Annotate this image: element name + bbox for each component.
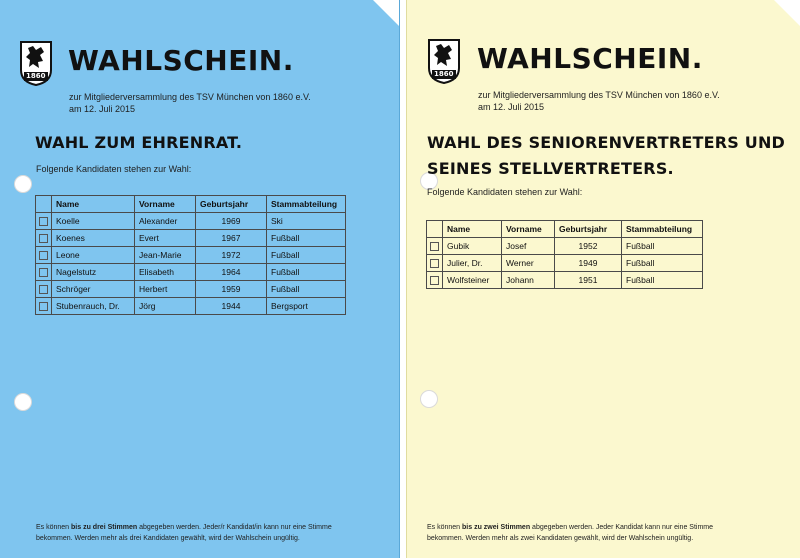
cell-vorname: Johann <box>502 272 555 289</box>
table-row <box>36 230 346 247</box>
instructions-text: Es können <box>36 524 72 531</box>
cell-geburtsjahr: 1969 <box>196 213 267 230</box>
vote-checkbox-cell[interactable] <box>427 272 443 289</box>
vote-checkbox[interactable] <box>39 268 48 277</box>
header-stammabteilung: Stammabteilung <box>622 221 703 238</box>
candidates-table <box>35 195 346 315</box>
cell-stammabteilung: Bergsport <box>267 298 346 315</box>
cell-geburtsjahr: 1949 <box>555 255 622 272</box>
cell-vorname: Josef <box>502 238 555 255</box>
instructions-line-2: bekommen. Werden mehr als drei Kandidaten gewählt, wird der Wahlschein ungültig. <box>36 535 300 542</box>
cell-name: Wolfsteiner <box>443 272 502 289</box>
election-title: WAHL ZUM EHRENRAT. <box>35 133 243 152</box>
vote-checkbox-cell[interactable] <box>36 247 52 264</box>
table-header-row <box>36 196 346 213</box>
instructions-text: Es können <box>427 524 463 531</box>
cell-geburtsjahr: 1972 <box>196 247 267 264</box>
vote-checkbox[interactable] <box>430 242 439 251</box>
table-row <box>427 272 703 289</box>
brand-title: WAHLSCHEIN. <box>68 44 294 77</box>
cell-geburtsjahr: 1944 <box>196 298 267 315</box>
subtitle <box>478 89 720 113</box>
vote-checkbox-cell[interactable] <box>427 255 443 272</box>
cell-stammabteilung: Fußball <box>267 281 346 298</box>
cell-name: Leone <box>52 247 135 264</box>
cell-vorname: Elisabeth <box>135 264 196 281</box>
cell-name: Julier, Dr. <box>443 255 502 272</box>
cell-vorname: Evert <box>135 230 196 247</box>
vote-checkbox-cell[interactable] <box>36 264 52 281</box>
subtitle-line-2: am 12. Juli 2015 <box>69 104 136 114</box>
table-header-row <box>427 221 703 238</box>
cell-vorname: Werner <box>502 255 555 272</box>
instructions-line-2: bekommen. Werden mehr als zwei Kandidaten gewählt, wird der Wahlschein ungültig. <box>427 535 694 542</box>
punch-hole <box>14 393 32 411</box>
header-name: Name <box>443 221 502 238</box>
header-stammabteilung: Stammabteilung <box>267 196 346 213</box>
subtitle-line-2: am 12. Juli 2015 <box>478 102 545 112</box>
vote-checkbox-cell[interactable] <box>36 281 52 298</box>
tsv-1860-logo <box>19 40 53 86</box>
cell-geburtsjahr: 1951 <box>555 272 622 289</box>
cell-vorname: Jörg <box>135 298 196 315</box>
brand-title: WAHLSCHEIN. <box>477 42 703 75</box>
cell-stammabteilung: Ski <box>267 213 346 230</box>
election-title-line-1: WAHL DES SENIORENVERTRETERS UND <box>427 133 786 152</box>
punch-hole <box>420 390 438 408</box>
table-row <box>36 213 346 230</box>
table-row <box>427 255 703 272</box>
vote-checkbox[interactable] <box>39 234 48 243</box>
vote-checkbox-cell[interactable] <box>36 298 52 315</box>
cell-name: Gubik <box>443 238 502 255</box>
vote-checkbox-cell[interactable] <box>36 213 52 230</box>
header-geburtsjahr: Geburtsjahr <box>196 196 267 213</box>
subtitle <box>69 91 311 115</box>
vote-checkbox-cell[interactable] <box>427 238 443 255</box>
voting-instructions <box>36 522 332 544</box>
instructions-text: abgegeben werden. Jeder Kandidat kann nur eine Stimme <box>530 524 714 531</box>
vote-checkbox[interactable] <box>39 302 48 311</box>
cell-stammabteilung: Fußball <box>267 247 346 264</box>
voting-instructions <box>427 522 713 544</box>
cell-stammabteilung: Fußball <box>622 272 703 289</box>
candidates-intro: Folgende Kandidaten stehen zur Wahl: <box>36 164 192 174</box>
punch-hole <box>14 175 32 193</box>
header-checkbox-col <box>36 196 52 213</box>
header-vorname: Vorname <box>502 221 555 238</box>
candidates-intro: Folgende Kandidaten stehen zur Wahl: <box>427 187 583 197</box>
logo-year: 1860 <box>434 70 454 78</box>
cell-vorname: Herbert <box>135 281 196 298</box>
tsv-1860-logo <box>427 38 461 84</box>
cell-name: Koelle <box>52 213 135 230</box>
cell-name: Koenes <box>52 230 135 247</box>
cut-corner <box>373 0 399 26</box>
vote-checkbox[interactable] <box>39 251 48 260</box>
table-row <box>36 298 346 315</box>
election-title <box>427 130 785 182</box>
ballot-sheet-seniorenvertreter <box>406 0 800 558</box>
instructions-emphasis: bis zu drei Stimmen <box>71 524 138 531</box>
vote-checkbox[interactable] <box>39 217 48 226</box>
table-row <box>36 264 346 281</box>
cell-geburtsjahr: 1964 <box>196 264 267 281</box>
header-geburtsjahr: Geburtsjahr <box>555 221 622 238</box>
cut-corner <box>774 0 800 26</box>
cell-stammabteilung: Fußball <box>267 230 346 247</box>
cell-stammabteilung: Fußball <box>622 238 703 255</box>
cell-name: Stubenrauch, Dr. <box>52 298 135 315</box>
table-row <box>36 247 346 264</box>
header-name: Name <box>52 196 135 213</box>
candidates-table <box>426 220 703 289</box>
vote-checkbox[interactable] <box>430 259 439 268</box>
table-row <box>427 238 703 255</box>
cell-stammabteilung: Fußball <box>622 255 703 272</box>
cell-name: Nagelstutz <box>52 264 135 281</box>
instructions-emphasis: bis zu zwei Stimmen <box>462 524 531 531</box>
vote-checkbox[interactable] <box>430 276 439 285</box>
cell-name: Schröger <box>52 281 135 298</box>
cell-geburtsjahr: 1967 <box>196 230 267 247</box>
cell-vorname: Jean-Marie <box>135 247 196 264</box>
instructions-line-1 <box>36 522 332 533</box>
cell-geburtsjahr: 1952 <box>555 238 622 255</box>
cell-vorname: Alexander <box>135 213 196 230</box>
table-row <box>36 281 346 298</box>
instructions-line-1 <box>427 522 713 533</box>
instructions-text: abgegeben werden. Jeder/r Kandidat/in kann nur eine Stimme <box>137 524 332 531</box>
ballot-sheet-ehrenrat <box>0 0 400 558</box>
cell-geburtsjahr: 1959 <box>196 281 267 298</box>
logo-year: 1860 <box>26 72 46 80</box>
subtitle-line-1: zur Mitgliederversammlung des TSV München von 1860 e.V. <box>69 92 311 102</box>
vote-checkbox-cell[interactable] <box>36 230 52 247</box>
subtitle-line-1: zur Mitgliederversammlung des TSV München von 1860 e.V. <box>478 90 720 100</box>
cell-stammabteilung: Fußball <box>267 264 346 281</box>
header-checkbox-col <box>427 221 443 238</box>
election-title-line-2: SEINES STELLVERTRETERS. <box>427 159 674 178</box>
vote-checkbox[interactable] <box>39 285 48 294</box>
header-vorname: Vorname <box>135 196 196 213</box>
